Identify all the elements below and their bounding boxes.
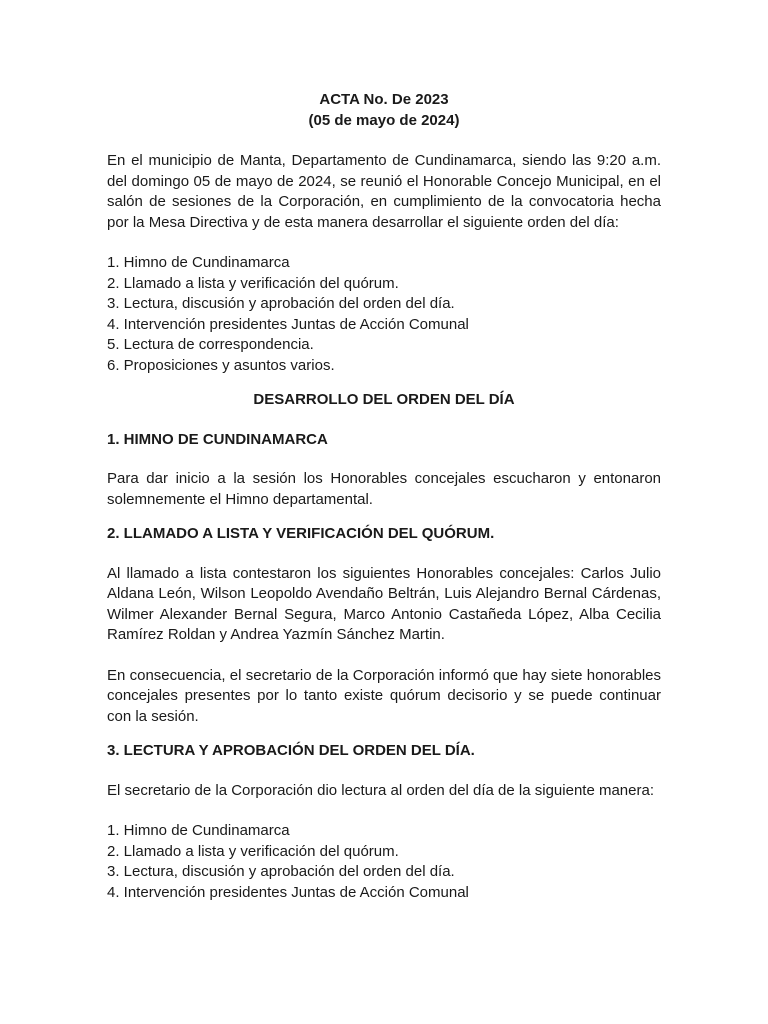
- section-3-text: El secretario de la Corporación dio lectura al orden del día de la siguiente manera:: [107, 781, 654, 799]
- list-item: 6. Proposiciones y asuntos varios.: [107, 356, 335, 374]
- section-2-heading: 2. LLAMADO A LISTA Y VERIFICACIÓN DEL QUÓRUM.: [107, 525, 495, 542]
- agenda-list: [107, 253, 661, 376]
- development-title: DESARROLLO DEL ORDEN DEL DÍA: [253, 391, 515, 408]
- list-item: 1. Himno de Cundinamarca: [107, 822, 290, 839]
- section-1-heading: 1. HIMNO DE CUNDINAMARCA: [107, 430, 328, 448]
- section-2-text-1: Al llamado a lista contestaron los siguientes Honorables concejales: Carlos Julio Aldana León, Wilson Leopoldo Avendaño Beltrán, Luis Alejandro Bernal Cárdenas, Wilmer Alexander Bernal Segura, Marco Antonio Castañeda López, Alba Cecilia Ramírez Roldan y Andrea Yazmín Sánchez Martin.: [107, 564, 661, 643]
- list-item: 4. Intervención presidentes Juntas de Acción Comunal: [107, 315, 469, 333]
- list-item: 1. Himno de Cundinamarca: [107, 254, 290, 271]
- title-line-2: (05 de mayo de 2024): [308, 112, 460, 129]
- list-item: 2. Llamado a lista y verificación del quórum.: [107, 274, 399, 292]
- list-item: 3. Lectura, discusión y aprobación del orden del día.: [107, 863, 455, 880]
- document-title: [107, 89, 661, 131]
- section-3-heading: 3. LECTURA Y APROBACIÓN DEL ORDEN DEL DÍA.: [107, 742, 475, 759]
- list-item: 3. Lectura, discusión y aprobación del orden del día.: [107, 295, 455, 312]
- title-line-1: ACTA No. De 2023: [319, 91, 449, 108]
- list-item: 5. Lectura de correspondencia.: [107, 336, 314, 353]
- section-2-text-2: En consecuencia, el secretario de la Corporación informó que hay siete honorables concejales presentes por lo tanto existe quórum decisorio y se puede continuar con la sesión.: [107, 666, 661, 725]
- list-item: 4. Intervención presidentes Juntas de Acción Comunal: [107, 883, 469, 901]
- list-item: 2. Llamado a lista y verificación del quórum.: [107, 842, 399, 860]
- agenda-repeat-list: [107, 821, 661, 903]
- intro-paragraph: En el municipio de Manta, Departamento de Cundinamarca, siendo las 9:20 a.m. del domingo 05 de mayo de 2024, se reunió el Honorable Concejo Municipal, en el salón de sesiones de la Corporación, en cumplimiento de la convocatoria hecha por la Mesa Directiva y de esta manera desarrollar el siguiente orden del día:: [107, 152, 661, 231]
- section-1-text: Para dar inicio a la sesión los Honorables concejales escucharon y entonaron solemnemente el Himno departamental.: [107, 470, 661, 508]
